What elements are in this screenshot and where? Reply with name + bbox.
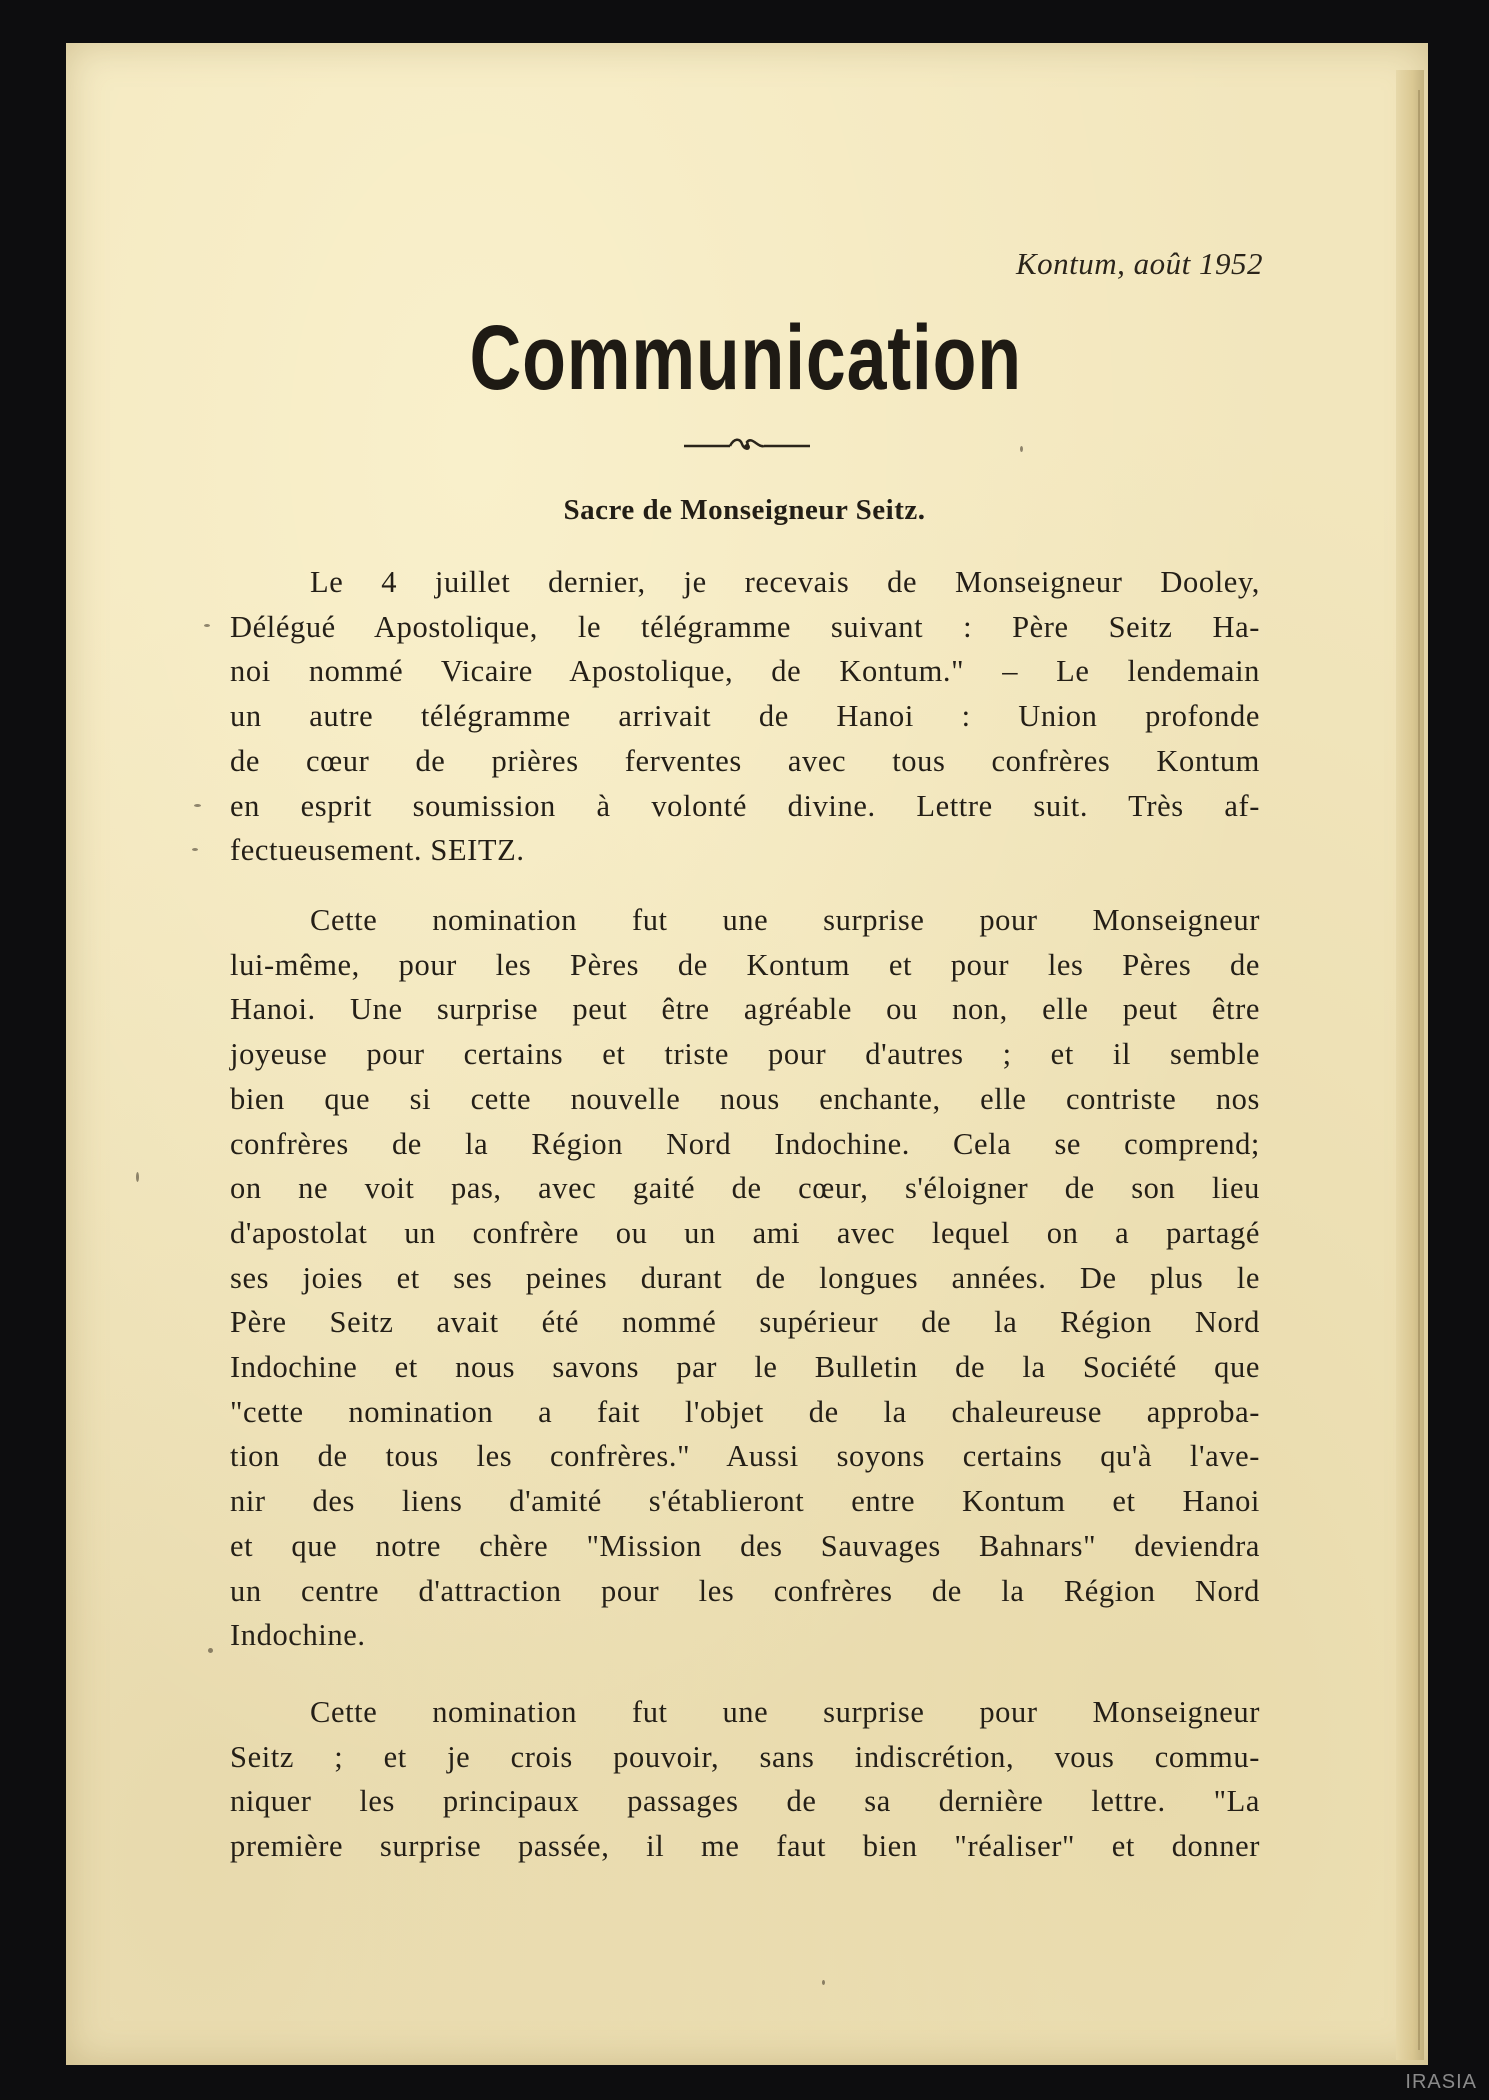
text-line: Le 4 juillet dernier, je recevais de Monseigneur Dooley, [310,565,1260,599]
text-line: Seitz ; et je crois pouvoir, sans indiscrétion, vous commu- [230,1739,1260,1774]
watermark: IRASIA [1405,2071,1477,2093]
text-line: bien que si cette nouvelle nous enchante, elle contriste nos [230,1081,1260,1116]
paragraph-2 [230,898,1260,1658]
page-edge-line [1418,90,1420,2050]
text-line: nir des liens d'amité s'établieront entre Kontum et Hanoi [230,1484,1260,1519]
text-line: niquer les principaux passages de sa dernière lettre. "La [230,1784,1260,1819]
text-line: lui-même, pour les Pères de Kontum et pour les Pères de [230,947,1260,982]
text-line: "cette nomination a fait l'objet de la chaleureuse approba- [230,1394,1260,1429]
text-line: première surprise passée, il me faut bien "réaliser" et donner [230,1829,1260,1864]
paper-speck [204,624,210,627]
text-line: ses joies et ses peines durant de longues années. De plus le [230,1260,1260,1295]
text-line: et que notre chère "Mission des Sauvages Bahnars" deviendra [230,1528,1260,1563]
text-line: de cœur de prières ferventes avec tous confrères Kontum [230,743,1260,778]
text-line: Cette nomination fut une surprise pour Monseigneur [310,903,1260,937]
text-line: Hanoi. Une surprise peut être agréable ou non, elle peut être [230,992,1260,1027]
text-line: d'apostolat un confrère ou un ami avec lequel on a partagé [230,1215,1260,1250]
dateline: Kontum, août 1952 [1015,246,1263,281]
text-line: Indochine. [230,1618,366,1653]
paper-speck [208,1648,213,1653]
text-line: tion de tous les confrères." Aussi soyons certains qu'à l'ave- [230,1439,1260,1474]
text-line: Père Seitz avait été nommé supérieur de la Région Nord [230,1305,1260,1340]
paper-speck [822,1980,825,1985]
ornament-divider-icon [682,434,812,458]
text-line: joyeuse pour certains et triste pour d'autres ; et il semble [230,1037,1260,1072]
text-line: un autre télégramme arrivait de Hanoi : Union profonde [230,699,1260,734]
paper-speck [194,804,201,807]
paper-speck [136,1172,139,1182]
text-line: confrères de la Région Nord Indochine. Cela se comprend; [230,1126,1260,1161]
page-title: Communication [469,307,1022,409]
text-line: on ne voit pas, avec gaité de cœur, s'éloigner de son lieu [230,1171,1260,1206]
text-line: Délégué Apostolique, le télégramme suivant : Père Seitz Ha- [230,609,1260,644]
paragraph-3 [230,1690,1260,1869]
text-line: noi nommé Vicaire Apostolique, de Kontum." – Le lendemain [230,654,1260,689]
paper-speck [192,848,198,851]
text-line: un centre d'attraction pour les confrères de la Région Nord [230,1573,1260,1608]
text-line: fectueusement. SEITZ. [230,833,525,868]
paper-speck [1020,446,1023,452]
section-heading: Sacre de Monseigneur Seitz. [563,494,926,526]
text-line: Cette nomination fut une surprise pour Monseigneur [310,1695,1260,1729]
text-line: en esprit soumission à volonté divine. Lettre suit. Très af- [230,788,1260,823]
text-line: Indochine et nous savons par le Bulletin de la Société que [230,1350,1260,1385]
paragraph-1 [230,560,1260,873]
